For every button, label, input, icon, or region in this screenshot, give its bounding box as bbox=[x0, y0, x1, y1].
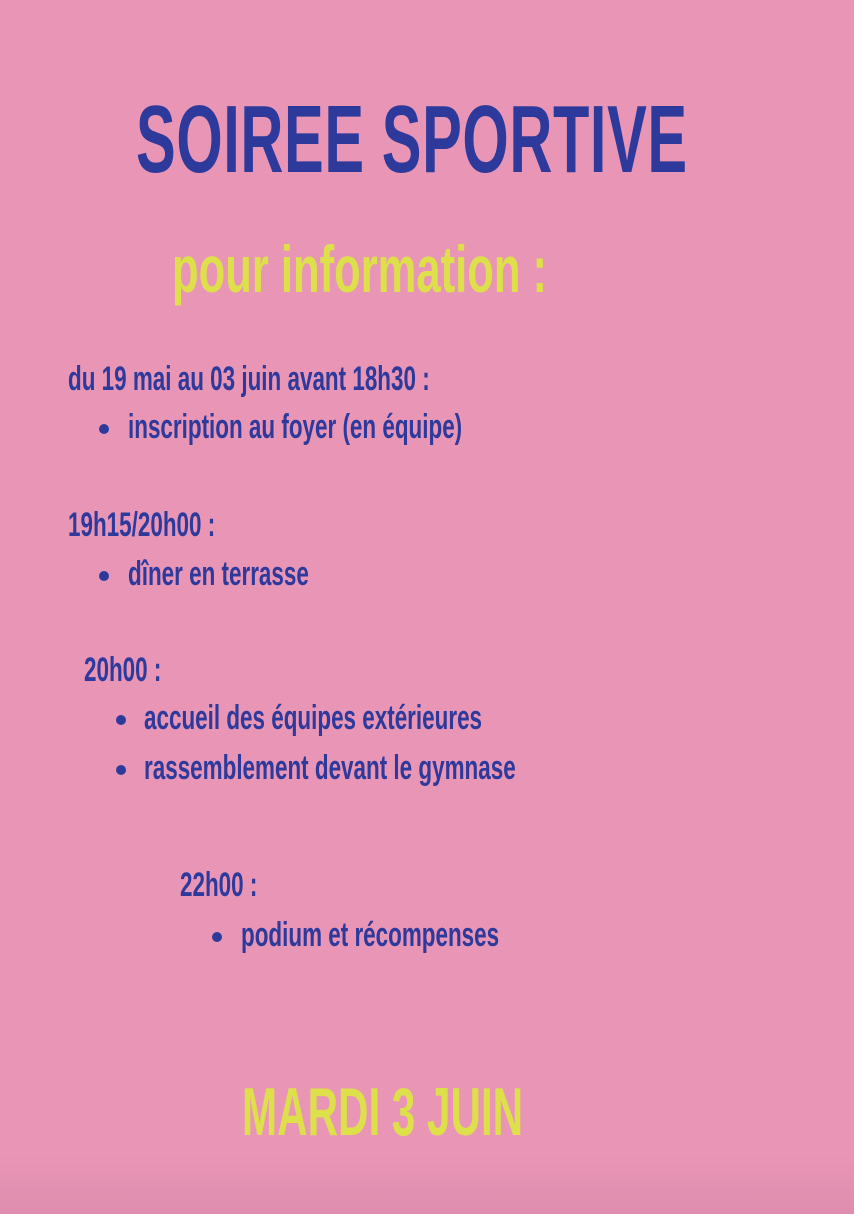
section-heading-podium: 22h00 : bbox=[180, 866, 258, 904]
bullet-dot bbox=[116, 715, 126, 725]
list-item: inscription au foyer (en équipe) bbox=[128, 408, 463, 446]
section-heading-dinner: 19h15/20h00 : bbox=[68, 506, 216, 544]
bullet-dot bbox=[116, 765, 126, 775]
poster-subtitle: pour information : bbox=[172, 232, 548, 306]
bullet-dot bbox=[99, 424, 109, 434]
list-item: rassemblement devant le gymnase bbox=[144, 749, 516, 787]
poster-title: SOIREE SPORTIVE bbox=[136, 86, 688, 193]
bullet-dot bbox=[212, 932, 222, 942]
event-date: MARDI 3 JUIN bbox=[242, 1074, 524, 1150]
section-heading-welcome: 20h00 : bbox=[84, 651, 162, 689]
list-item: accueil des équipes extérieures bbox=[144, 699, 483, 737]
list-item: podium et récompenses bbox=[241, 916, 500, 954]
bullet-dot bbox=[99, 571, 109, 581]
list-item: dîner en terrasse bbox=[128, 555, 309, 593]
section-heading-registration: du 19 mai au 03 juin avant 18h30 : bbox=[68, 360, 430, 398]
